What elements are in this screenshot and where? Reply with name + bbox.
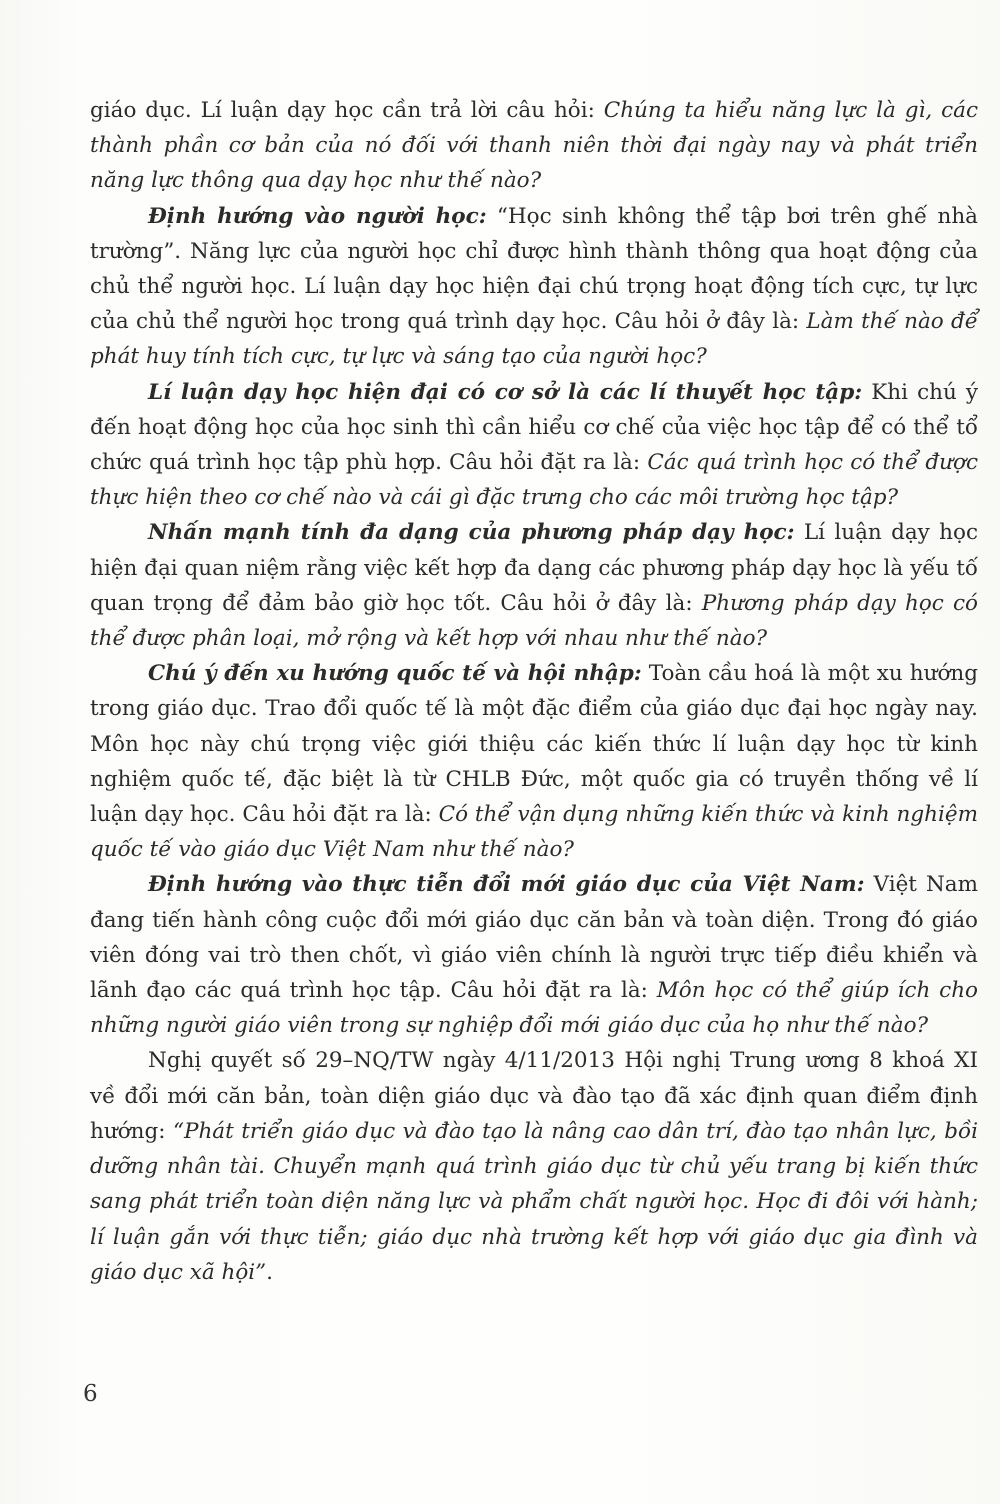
paragraph-resolution-29 — [90, 1043, 978, 1289]
paragraph-text: Nghị quyết số 29–NQ/TW ngày 4/11/2013 Hội nghị Trung ương 8 khoá XI về đổi mới căn bản, toàn diện giáo dục và đào tạo đã xác định quan điểm định hướng: — [90, 1048, 978, 1144]
paragraph-learner-orientation — [90, 199, 978, 375]
italic-question: Chúng ta hiểu năng lực là gì, các thành phần cơ bản của nó đối với thanh niên thời đại ngày nay và phát triển năng lực thông qua dạy học như thế nào? — [90, 98, 978, 194]
paragraph-international-trends — [90, 656, 978, 867]
paragraph-heading: Lí luận dạy học hiện đại có cơ sở là các lí thuyết học tập: — [148, 379, 863, 405]
paragraph-text: Toàn cầu hoá là một xu hướng trong giáo dục. Trao đổi quốc tế là một đặc điểm của giáo dục đại học ngày nay. Môn học này chú trọng việc giới thiệu các kiến thức lí luận dạy học từ kinh nghiệm quốc tế, đặc biệt là từ CHLB Đức, một quốc gia có truyền thống về lí luận dạy học. Câu hỏi đặt ra là: — [90, 661, 978, 828]
italic-question: Môn học có thể giúp ích cho những người giáo viên trong sự nghiệp đổi mới giáo dục của họ như thế nào? — [90, 978, 978, 1039]
paragraph-learning-theories — [90, 375, 978, 516]
italic-question: Các quá trình học có thể được thực hiện theo cơ chế nào và cái gì đặc trưng cho các môi trường học tập? — [90, 450, 979, 511]
paragraph-heading: Định hướng vào thực tiễn đổi mới giáo dục của Việt Nam: — [148, 872, 865, 898]
paragraph-text: “Học sinh không thể tập bơi trên ghế nhà trường”. Năng lực của người học chỉ được hình thành thông qua hoạt động của chủ thể người học. Lí luận dạy học hiện đại chú trọng hoạt động tích cực, tự lực của chủ thể người học trong quá trình dạy học. Câu hỏi ở đây là: — [90, 203, 979, 335]
paragraph-vietnam-reform — [90, 867, 978, 1043]
paragraph-method-diversity — [90, 515, 978, 656]
italic-question: Phương pháp dạy học có thể được phân loại, mở rộng và kết hợp với nhau như thế nào? — [90, 590, 978, 652]
paragraph-text: Việt Nam đang tiến hành công cuộc đổi mới giáo dục căn bản và toàn diện. Trong đó giáo viên đóng vai trò then chốt, vì giáo viên chính là người trực tiếp điều khiển và lãnh đạo các quá trình học tập. Câu hỏi đặt ra là: — [90, 872, 978, 1004]
paragraph-heading: Định hướng vào người học: — [148, 203, 487, 229]
paragraph-text: Khi chú ý đến hoạt động học của học sinh thì cần hiểu cơ chế của việc học tập để có thể tổ chức quá trình học tập phù hợp. Câu hỏi đặt ra là: — [90, 379, 979, 476]
italic-question: Làm thế nào để phát huy tính tích cực, tự lực và sáng tạo của người học? — [90, 309, 978, 370]
paragraph-text: Lí luận dạy học hiện đại quan niệm rằng việc kết hợp đa dạng các phương pháp dạy học là yếu tố quan trọng để đảm bảo giờ học tốt. Câu hỏi ở đây là: — [90, 520, 978, 616]
paragraph-heading: Chú ý đến xu hướng quốc tế và hội nhập: — [148, 661, 642, 687]
paragraph-heading: Nhấn mạnh tính đa dạng của phương pháp dạy học: — [148, 520, 795, 546]
paragraph-text: giáo dục. Lí luận dạy học cần trả lời câu hỏi: — [90, 98, 604, 123]
body-text — [90, 93, 978, 1290]
paragraph-competence-question — [90, 93, 978, 199]
italic-question: Có thể vận dụng những kiến thức và kinh nghiệm quốc tế vào giáo dục Việt Nam như thế nào? — [90, 802, 978, 863]
page-number: 6 — [83, 1381, 98, 1407]
italic-quote: “Phát triển giáo dục và đào tạo là nâng cao dân trí, đào tạo nhân lực, bồi dưỡng nhân tài. Chuyển mạnh quá trình giáo dục từ chủ yếu trang bị kiến thức sang phát triển toàn diện năng lực và phẩm chất người học. Học đi đôi với hành; lí luận gắn với thực tiễn; giáo dục nhà trường kết hợp với giáo dục gia đình và giáo dục xã hội” — [90, 1118, 979, 1285]
paragraph-tail: . — [266, 1259, 274, 1285]
